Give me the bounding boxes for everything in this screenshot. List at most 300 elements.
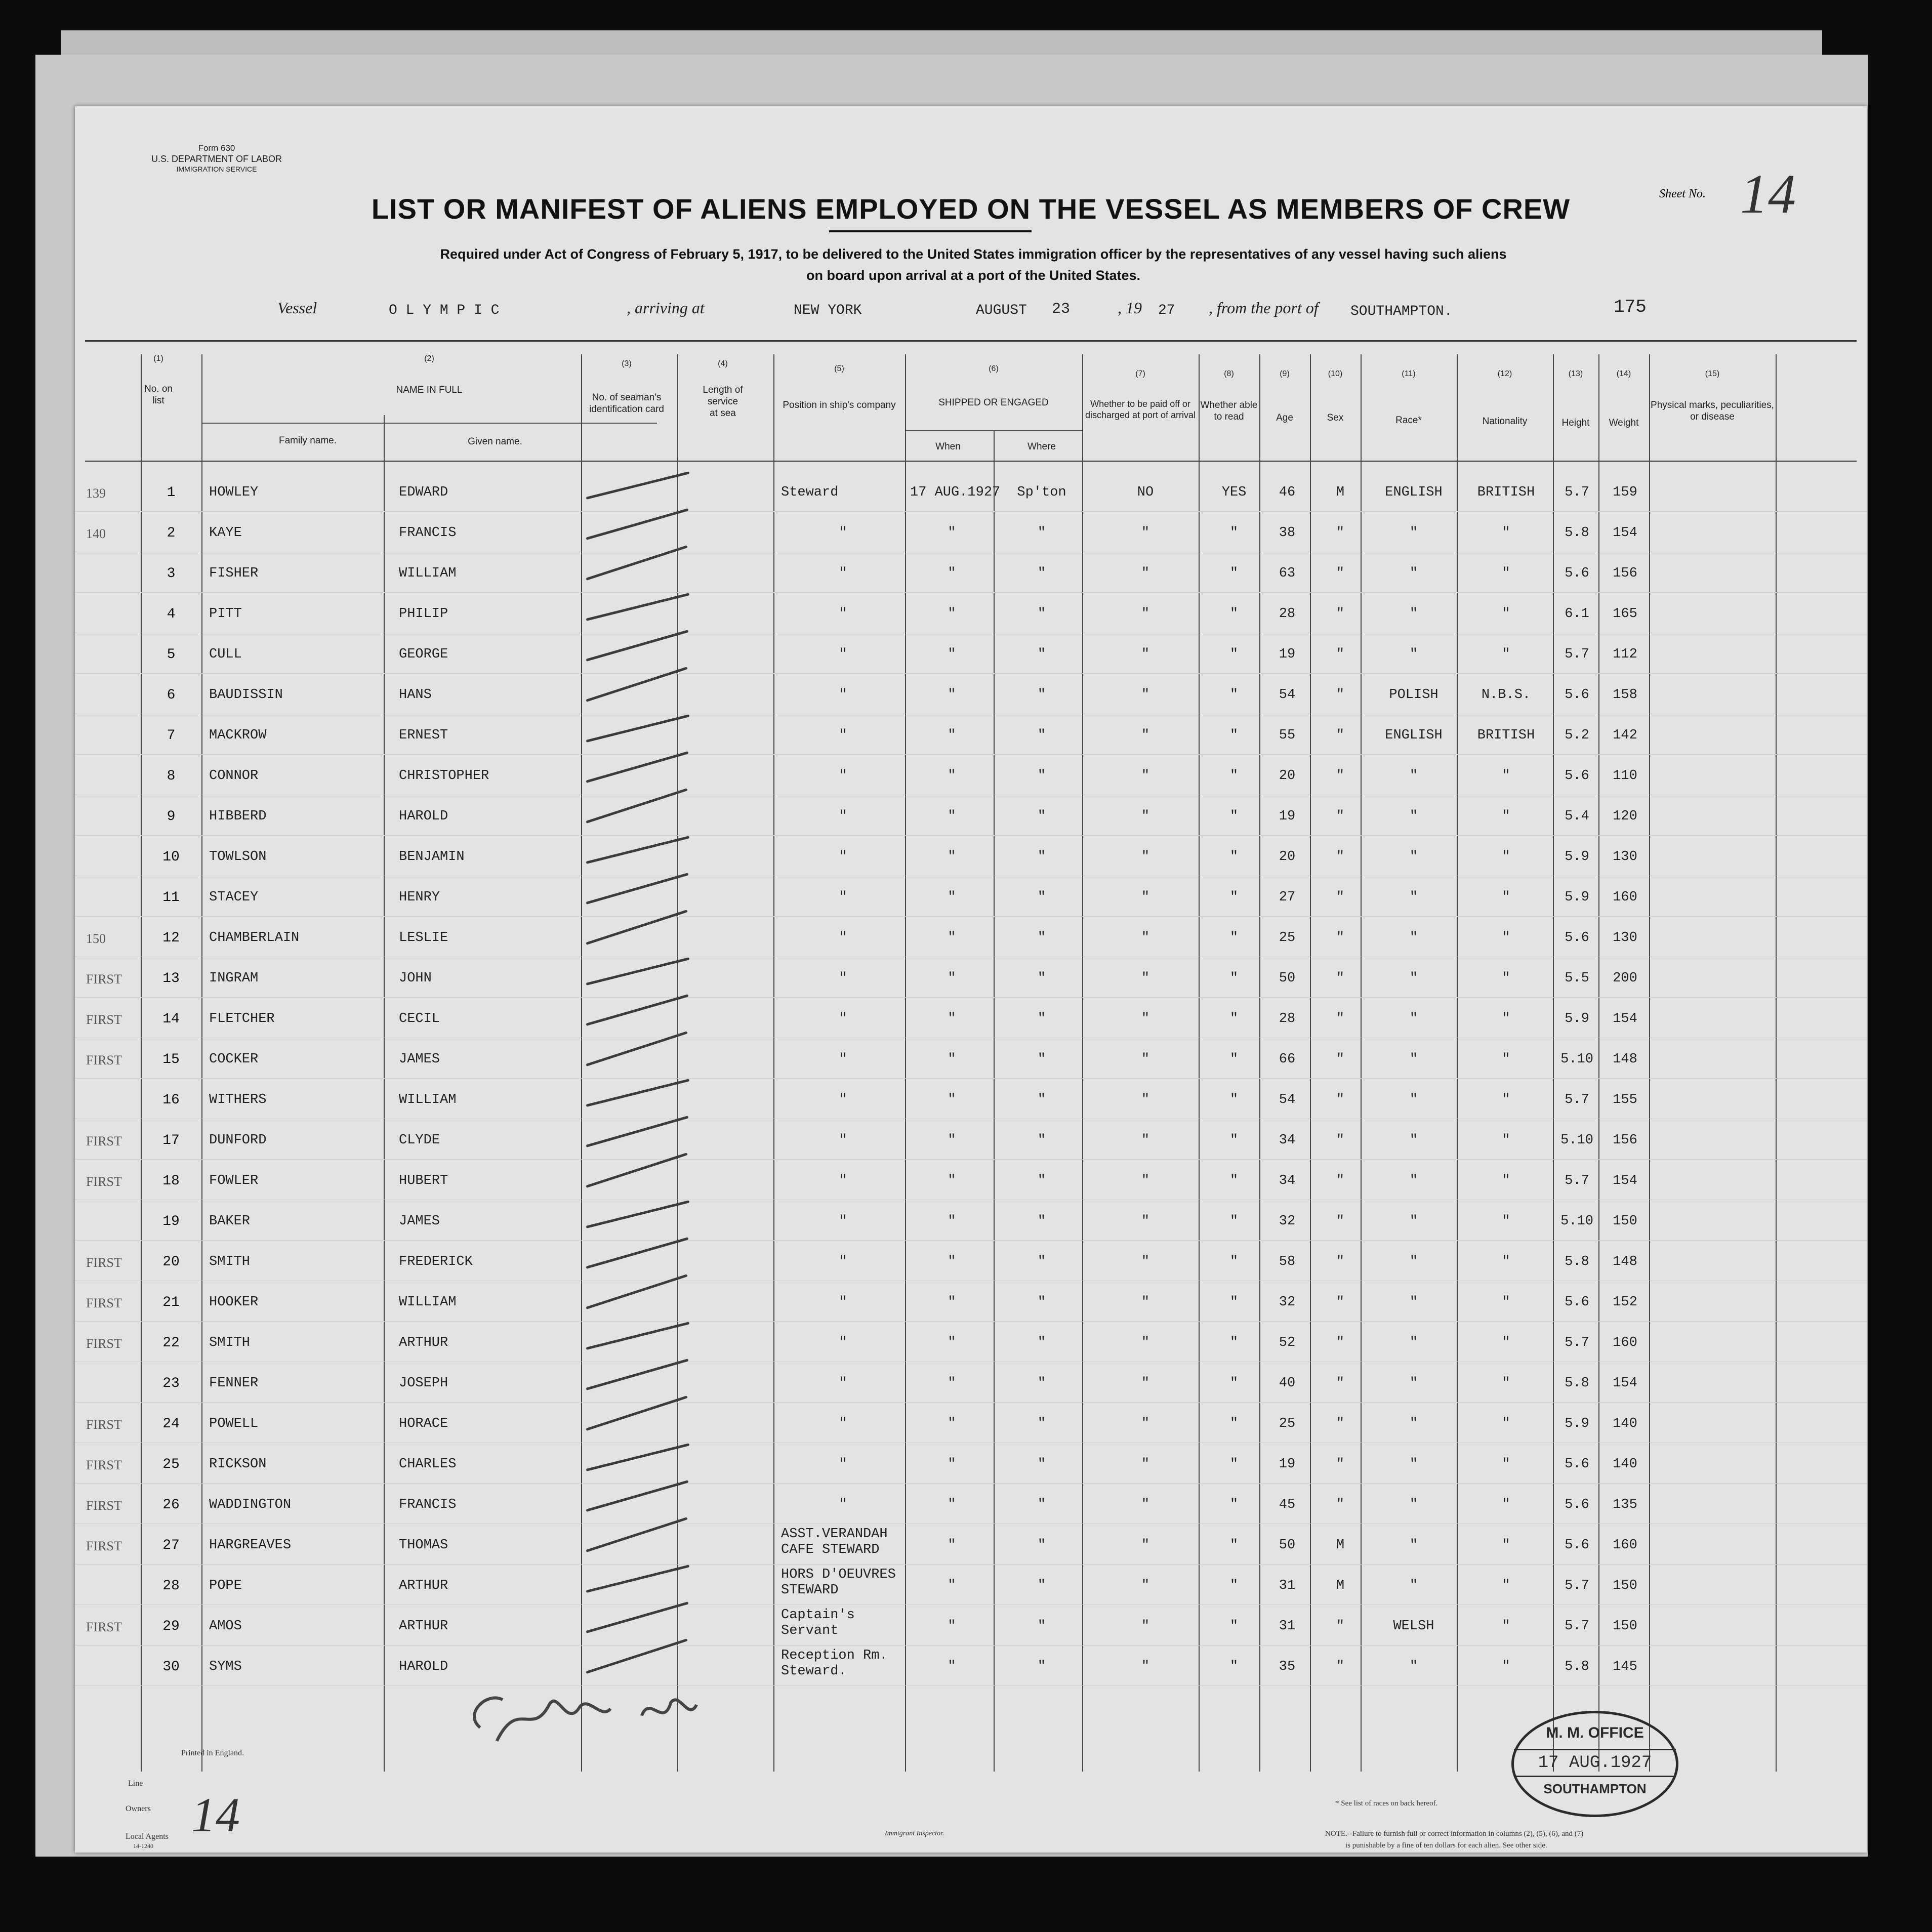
pencil-check-mark <box>586 471 689 500</box>
cell-nat: " <box>1502 849 1510 865</box>
cell-age: 38 <box>1279 525 1296 541</box>
cell-race: " <box>1409 890 1418 905</box>
manifest-rows <box>75 476 1867 1772</box>
cell-weight: 155 <box>1613 1092 1637 1107</box>
margin-note: 150 <box>86 931 106 946</box>
cell-no: 6 <box>167 687 176 703</box>
cell-given: CECIL <box>399 1011 440 1026</box>
cell-paid: " <box>1141 1092 1150 1107</box>
cell-nat: " <box>1502 606 1510 622</box>
pencil-check-mark <box>586 957 689 985</box>
office-stamp <box>1511 1711 1678 1817</box>
cell-weight: 120 <box>1613 809 1637 824</box>
cell-position: " <box>839 930 847 946</box>
cell-race: " <box>1409 1011 1418 1026</box>
cell-height: 5.5 <box>1565 971 1589 986</box>
cell-family: SMITH <box>209 1254 251 1269</box>
cell-race: " <box>1409 1457 1418 1472</box>
cell-where: " <box>1037 1578 1046 1593</box>
departure-port: SOUTHAMPTON. <box>1350 304 1453 319</box>
col-6-number: (6) <box>989 364 999 373</box>
sheet-number: 14 <box>1740 163 1796 225</box>
cell-position: " <box>839 849 847 865</box>
cell-when: " <box>948 1538 956 1553</box>
cell-sex: " <box>1336 930 1345 946</box>
page-title: LIST OR MANIFEST OF ALIENS EMPLOYED ON THE VESSEL AS MEMBERS OF CREW <box>371 193 1571 225</box>
cell-race: " <box>1409 1578 1418 1593</box>
cell-when: " <box>948 1376 956 1391</box>
cell-nat: " <box>1502 1538 1510 1553</box>
arriving-label: , arriving at <box>627 299 705 317</box>
cell-age: 40 <box>1279 1376 1296 1391</box>
margin-note: FIRST <box>86 972 122 986</box>
family-name-header: Family name. <box>278 435 337 446</box>
cell-read: " <box>1229 1416 1239 1431</box>
cell-race: " <box>1409 525 1418 541</box>
cell-sex: M <box>1336 485 1345 500</box>
cell-read: " <box>1229 1538 1239 1553</box>
cell-when: " <box>948 1619 956 1634</box>
cell-position: " <box>839 1254 847 1269</box>
margin-note: FIRST <box>86 1458 122 1472</box>
cell-sex: M <box>1336 1538 1345 1553</box>
cell-where: " <box>1037 566 1046 581</box>
margin-note: FIRST <box>86 1296 122 1310</box>
cell-weight: 130 <box>1613 930 1637 946</box>
cell-nat: " <box>1502 1052 1510 1067</box>
cell-age: 27 <box>1279 890 1296 905</box>
cell-nat: " <box>1502 1416 1510 1431</box>
cell-family: STACEY <box>209 890 259 905</box>
cell-read: " <box>1229 1092 1239 1107</box>
cell-paid: " <box>1141 687 1150 703</box>
cell-position: " <box>839 1133 847 1148</box>
cell-position: " <box>839 768 847 784</box>
cell-age: 31 <box>1279 1619 1296 1634</box>
stamp-top: M. M. OFFICE <box>1546 1724 1644 1741</box>
pencil-check-mark <box>586 1079 689 1107</box>
cell-age: 45 <box>1279 1497 1296 1512</box>
line-label: Line <box>128 1779 143 1788</box>
pencil-check-mark <box>586 1322 689 1350</box>
cell-given: HAROLD <box>399 809 448 824</box>
margin-note: FIRST <box>86 1336 122 1351</box>
cell-height: 5.7 <box>1565 1173 1589 1188</box>
table-row <box>75 678 1867 719</box>
table-row <box>75 1529 1867 1569</box>
arrival-year: 27 <box>1158 303 1175 318</box>
col-5-title: Position in ship's company <box>783 400 896 410</box>
cell-when: " <box>948 890 956 905</box>
cell-when: " <box>948 1457 956 1472</box>
cell-given: ARTHUR <box>399 1619 448 1634</box>
cell-where: " <box>1037 930 1046 946</box>
table-row <box>75 759 1867 800</box>
cell-position: Steward <box>781 485 839 500</box>
cell-paid: " <box>1141 1497 1150 1512</box>
col-14-number: (14) <box>1616 369 1631 378</box>
cell-sex: " <box>1336 1173 1345 1188</box>
col-8-title: Whether able to read <box>1200 400 1258 422</box>
cell-sex: " <box>1336 1659 1345 1674</box>
cell-weight: 156 <box>1613 1133 1637 1148</box>
cell-given: HAROLD <box>399 1659 448 1674</box>
title-rule <box>829 230 1032 232</box>
cell-given: HUBERT <box>399 1173 448 1188</box>
cell-nat: " <box>1502 1619 1510 1634</box>
cell-height: 5.9 <box>1565 849 1589 865</box>
cell-paid: " <box>1141 768 1150 784</box>
cell-paid: " <box>1141 1173 1150 1188</box>
cell-height: 5.7 <box>1565 485 1589 500</box>
cell-read: " <box>1229 687 1239 703</box>
margin-note: FIRST <box>86 1255 122 1270</box>
cell-nat: " <box>1502 1011 1510 1026</box>
cell-position: " <box>839 525 847 541</box>
cell-given: THOMAS <box>399 1538 448 1553</box>
cell-sex: " <box>1336 849 1345 865</box>
margin-note: FIRST <box>86 1012 122 1027</box>
cell-height: 5.4 <box>1565 809 1589 824</box>
cell-read: " <box>1229 1619 1239 1634</box>
cell-where: " <box>1037 728 1046 743</box>
cell-position: " <box>839 971 847 986</box>
cell-paid: " <box>1141 728 1150 743</box>
cell-weight: 200 <box>1613 971 1637 986</box>
col-5-number: (5) <box>834 364 844 373</box>
cell-sex: " <box>1336 1092 1345 1107</box>
table-row <box>75 638 1867 678</box>
margin-note: 140 <box>86 526 106 541</box>
cell-read: " <box>1229 1457 1239 1472</box>
cell-race: " <box>1409 1335 1418 1350</box>
table-row <box>75 1002 1867 1043</box>
handwritten-sheet-number: 14 <box>191 1788 240 1842</box>
department: U.S. DEPARTMENT OF LABOR <box>151 154 282 165</box>
cell-sex: " <box>1336 1011 1345 1026</box>
cell-height: 5.2 <box>1565 728 1589 743</box>
cell-height: 5.6 <box>1565 930 1589 946</box>
fine-note-1: NOTE.--Failure to furnish full or correct information in columns (2), (5), (6), and (7) <box>1325 1830 1584 1838</box>
cell-given: FRANCIS <box>399 1497 457 1512</box>
cell-sex: " <box>1336 1295 1345 1310</box>
cell-race: " <box>1409 1497 1418 1512</box>
cell-position: " <box>839 647 847 662</box>
cell-given: PHILIP <box>399 606 448 622</box>
cell-no: 16 <box>162 1092 180 1108</box>
table-row <box>75 1124 1867 1164</box>
cell-height: 5.6 <box>1565 768 1589 784</box>
cell-height: 5.9 <box>1565 1416 1589 1431</box>
pencil-check-mark <box>586 714 689 743</box>
cell-given: CHARLES <box>399 1457 457 1472</box>
cell-paid: " <box>1141 606 1150 622</box>
cell-where: " <box>1037 1133 1046 1148</box>
table-row <box>75 597 1867 638</box>
cell-paid: " <box>1141 647 1150 662</box>
cell-position: " <box>839 1052 847 1067</box>
cell-age: 31 <box>1279 1578 1296 1593</box>
cell-family: MACKROW <box>209 728 267 743</box>
cell-age: 25 <box>1279 1416 1296 1431</box>
col-3-number: (3) <box>622 359 632 368</box>
cell-age: 55 <box>1279 728 1296 743</box>
cell-age: 54 <box>1279 687 1296 703</box>
cell-age: 19 <box>1279 809 1296 824</box>
cell-sex: " <box>1336 971 1345 986</box>
col-10-number: (10) <box>1328 369 1343 378</box>
cell-when: " <box>948 1416 956 1431</box>
cell-race: " <box>1409 768 1418 784</box>
cell-no: 17 <box>162 1133 180 1148</box>
cell-read: " <box>1229 890 1239 905</box>
cell-no: 7 <box>167 728 176 744</box>
cell-family: TOWLSON <box>209 849 267 865</box>
table-row <box>75 962 1867 1002</box>
cell-family: FLETCHER <box>209 1011 275 1026</box>
table-row <box>75 1650 1867 1691</box>
stamp-bottom: SOUTHAMPTON <box>1543 1781 1647 1796</box>
cell-no: 25 <box>162 1457 180 1472</box>
cell-when: " <box>948 1052 956 1067</box>
cell-paid: " <box>1141 1376 1150 1391</box>
cell-where: " <box>1037 1052 1046 1067</box>
col-1-title: No. on list <box>144 384 173 406</box>
margin-note: FIRST <box>86 1417 122 1432</box>
cell-height: 5.6 <box>1565 1457 1589 1472</box>
cell-when: " <box>948 1133 956 1148</box>
cell-read: YES <box>1221 485 1247 500</box>
cell-when: " <box>948 1173 956 1188</box>
cell-nat: " <box>1502 647 1510 662</box>
cell-weight: 154 <box>1613 525 1637 541</box>
cell-family: SYMS <box>209 1659 242 1674</box>
cell-height: 5.8 <box>1565 1254 1589 1269</box>
cell-sex: " <box>1336 647 1345 662</box>
cell-sex: " <box>1336 687 1345 703</box>
cell-weight: 154 <box>1613 1376 1637 1391</box>
cell-family: HOWLEY <box>209 485 259 500</box>
cell-when: " <box>948 971 956 986</box>
cell-when: " <box>948 1254 956 1269</box>
table-row <box>75 1326 1867 1367</box>
cell-where: " <box>1037 647 1046 662</box>
cell-given: WILLIAM <box>399 1092 457 1107</box>
cell-weight: 165 <box>1613 606 1637 622</box>
cell-sex: " <box>1336 566 1345 581</box>
cell-read: " <box>1229 1011 1239 1026</box>
cell-no: 15 <box>162 1052 180 1067</box>
cell-weight: 140 <box>1613 1457 1637 1472</box>
cell-age: 50 <box>1279 1538 1296 1553</box>
cell-nat: BRITISH <box>1477 485 1535 500</box>
cell-weight: 135 <box>1613 1497 1637 1512</box>
cell-age: 34 <box>1279 1173 1296 1188</box>
cell-race: " <box>1409 1416 1418 1431</box>
cell-position: " <box>839 728 847 743</box>
cell-family: FISHER <box>209 566 259 581</box>
cell-read: " <box>1229 1052 1239 1067</box>
cell-age: 35 <box>1279 1659 1296 1674</box>
cell-given: ARTHUR <box>399 1335 448 1350</box>
cell-when: " <box>948 687 956 703</box>
cell-family: CULL <box>209 647 242 662</box>
col-2-divider <box>201 423 657 424</box>
arrival-month: AUGUST <box>976 303 1027 318</box>
cell-race: " <box>1409 1092 1418 1107</box>
cell-read: " <box>1229 768 1239 784</box>
cell-sex: " <box>1336 525 1345 541</box>
cell-height: 5.7 <box>1565 647 1589 662</box>
agents-label: Local Agents <box>126 1832 169 1841</box>
table-row <box>75 800 1867 840</box>
cell-weight: 148 <box>1613 1052 1637 1067</box>
cell-no: 21 <box>162 1295 180 1310</box>
cell-weight: 156 <box>1613 566 1637 581</box>
cell-weight: 154 <box>1613 1173 1637 1188</box>
cell-paid: " <box>1141 1619 1150 1634</box>
cell-paid: " <box>1141 1416 1150 1431</box>
cell-sex: " <box>1336 1376 1345 1391</box>
form-block <box>131 143 303 174</box>
arrival-port: NEW YORK <box>794 303 862 318</box>
cell-race: " <box>1409 971 1418 986</box>
cell-when: " <box>948 1214 956 1229</box>
cell-height: 5.6 <box>1565 1538 1589 1553</box>
cell-paid: " <box>1141 1335 1150 1350</box>
cell-no: 4 <box>167 606 176 622</box>
printed-note: Printed in England. <box>181 1749 244 1757</box>
cell-no: 10 <box>162 849 180 865</box>
cell-when: " <box>948 1335 956 1350</box>
table-row <box>75 1245 1867 1286</box>
cell-where: " <box>1037 849 1046 865</box>
cell-where: " <box>1037 1619 1046 1634</box>
cell-paid: " <box>1141 566 1150 581</box>
pencil-check-mark <box>586 1443 689 1471</box>
from-label: , from the port of <box>1209 299 1319 317</box>
cell-given: HORACE <box>399 1416 448 1431</box>
cell-sex: " <box>1336 1214 1345 1229</box>
cell-family: PITT <box>209 606 242 622</box>
cell-weight: 110 <box>1613 768 1637 784</box>
cell-nat: " <box>1502 525 1510 541</box>
cell-no: 13 <box>162 971 180 986</box>
cell-race: " <box>1409 809 1418 824</box>
cell-height: 5.10 <box>1560 1052 1593 1067</box>
form-number: Form 630 <box>198 143 235 153</box>
cell-age: 19 <box>1279 647 1296 662</box>
cell-family: POPE <box>209 1578 242 1593</box>
cell-no: 30 <box>162 1659 180 1675</box>
cell-position: " <box>839 1295 847 1310</box>
cell-nat: " <box>1502 809 1510 824</box>
cell-paid: " <box>1141 1133 1150 1148</box>
cell-position: " <box>839 1416 847 1431</box>
cell-sex: " <box>1336 809 1345 824</box>
cell-position: ASST.VERANDAH CAFE STEWARD <box>781 1527 888 1558</box>
cell-read: " <box>1229 930 1239 946</box>
cell-age: 19 <box>1279 1457 1296 1472</box>
cell-where: " <box>1037 1335 1046 1350</box>
cell-position: " <box>839 1214 847 1229</box>
cell-height: 5.8 <box>1565 1659 1589 1674</box>
cell-age: 58 <box>1279 1254 1296 1269</box>
cell-race: WELSH <box>1393 1619 1434 1634</box>
cell-age: 46 <box>1279 485 1296 500</box>
cell-where: " <box>1037 1497 1046 1512</box>
subtitle-line-1: Required under Act of Congress of February 5, 1917, to be delivered to the United States immigration officer by the representatives of any vessel having such aliens <box>440 246 1507 262</box>
cell-nat: " <box>1502 1214 1510 1229</box>
subtitle <box>277 244 1669 286</box>
cell-when: " <box>948 1295 956 1310</box>
col-3-title: No. of seaman's identification card <box>589 392 664 415</box>
cell-sex: " <box>1336 1133 1345 1148</box>
races-note: * See list of races on back hereof. <box>1335 1799 1438 1807</box>
cell-height: 5.9 <box>1565 890 1589 905</box>
col-12-title: Nationality <box>1482 416 1528 427</box>
cell-given: HENRY <box>399 890 440 905</box>
cell-family: CONNOR <box>209 768 259 784</box>
cell-when: " <box>948 1092 956 1107</box>
cell-no: 1 <box>167 485 176 501</box>
cell-family: BAKER <box>209 1214 251 1229</box>
cell-no: 24 <box>162 1416 180 1432</box>
cell-nat: " <box>1502 1578 1510 1593</box>
cell-family: INGRAM <box>209 971 259 986</box>
cell-position: " <box>839 1335 847 1350</box>
cell-race: " <box>1409 930 1418 946</box>
given-name-header: Given name. <box>468 436 522 447</box>
table-row <box>75 881 1867 921</box>
pencil-check-mark <box>586 1200 689 1228</box>
cell-height: 5.7 <box>1565 1619 1589 1634</box>
cell-read: " <box>1229 971 1239 986</box>
cell-when: " <box>948 647 956 662</box>
vessel-label: Vessel <box>277 299 317 317</box>
vessel-name: O L Y M P I C <box>389 303 500 318</box>
cell-paid: " <box>1141 525 1150 541</box>
cell-no: 23 <box>162 1376 180 1391</box>
cell-no: 27 <box>162 1538 180 1553</box>
table-row <box>75 921 1867 962</box>
cell-given: FRANCIS <box>399 525 457 541</box>
cell-sex: " <box>1336 1619 1345 1634</box>
table-row <box>75 1367 1867 1407</box>
year-prefix: , 19 <box>1118 299 1142 317</box>
cell-weight: 145 <box>1613 1659 1637 1674</box>
cell-when: " <box>948 849 956 865</box>
cell-nat: " <box>1502 930 1510 946</box>
cell-race: " <box>1409 1214 1418 1229</box>
cell-race: " <box>1409 1659 1418 1674</box>
cell-height: 5.7 <box>1565 1092 1589 1107</box>
cell-height: 5.6 <box>1565 566 1589 581</box>
cell-when: " <box>948 1578 956 1593</box>
cell-family: SMITH <box>209 1335 251 1350</box>
cell-read: " <box>1229 809 1239 824</box>
cell-when: " <box>948 768 956 784</box>
col-15-title: Physical marks, peculiarities, or disease <box>1651 400 1774 422</box>
subtitle-line-2: on board upon arrival at a port of the United States. <box>806 267 1141 283</box>
margin-note: FIRST <box>86 1174 122 1189</box>
col-9-number: (9) <box>1280 369 1290 378</box>
cell-family: HIBBERD <box>209 809 267 824</box>
cell-where: " <box>1037 1011 1046 1026</box>
cell-family: RICKSON <box>209 1457 267 1472</box>
cell-height: 5.8 <box>1565 525 1589 541</box>
cell-nat: " <box>1502 566 1510 581</box>
